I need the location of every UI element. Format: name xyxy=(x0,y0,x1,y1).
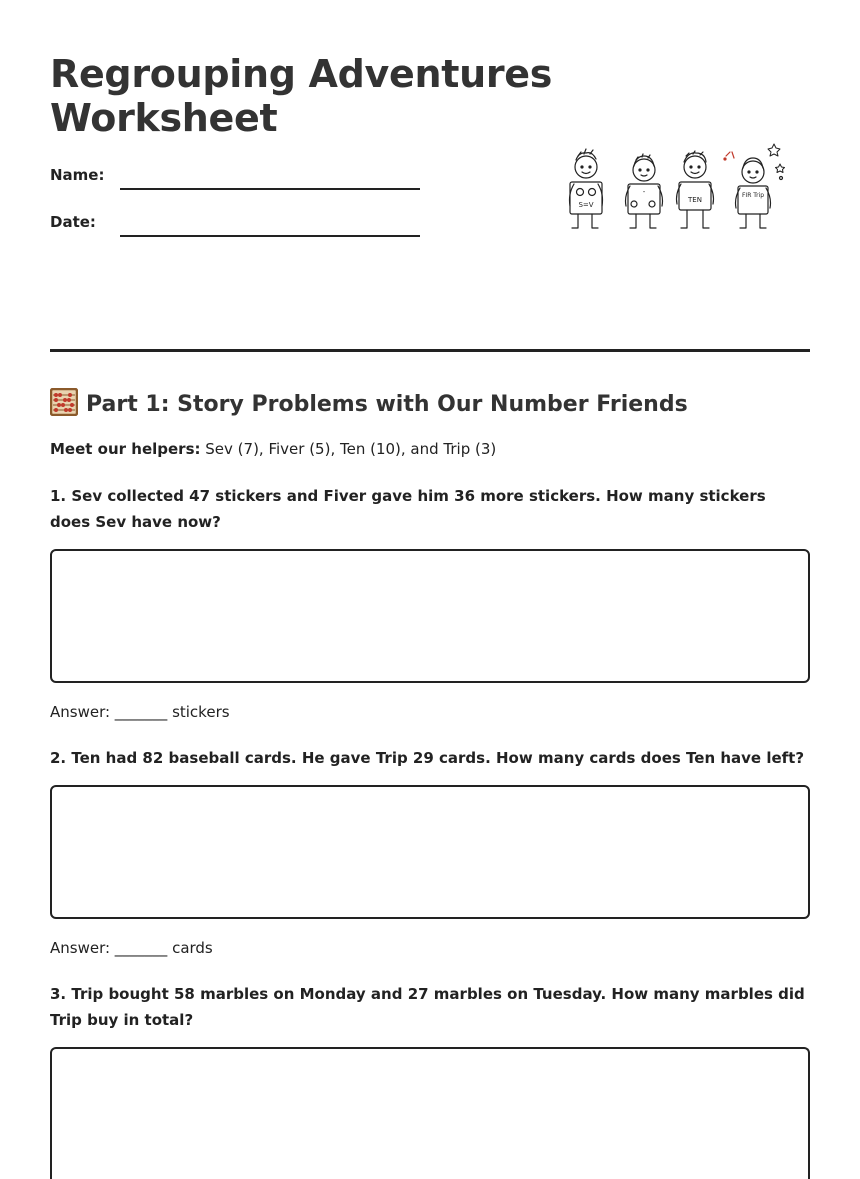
part1-title: Part 1: Story Problems with Our Number Friends xyxy=(86,392,688,417)
question-2: 2. Ten had 82 baseball cards. He gave Trip 29 cards. How many cards does Ten have left? xyxy=(50,749,805,767)
friend-trip-figure xyxy=(724,144,785,228)
work-box-2[interactable] xyxy=(50,785,810,919)
number-friends-illustration xyxy=(560,140,790,240)
friend-sev-label: S=V xyxy=(578,201,594,209)
worksheet-title: Regrouping Adventures Worksheet xyxy=(50,52,553,140)
friend-ten-figure xyxy=(677,151,714,228)
friend-trip-label: FIR Trip xyxy=(741,192,765,199)
name-line[interactable] xyxy=(120,188,420,190)
name-field[interactable] xyxy=(50,166,430,196)
header-divider xyxy=(50,349,810,352)
friend-sev-figure xyxy=(570,149,603,228)
question-3: 3. Trip bought 58 marbles on Monday and 27 marbles on Tuesday. How many marbles did Trip buy in total? xyxy=(50,985,805,1029)
date-field[interactable] xyxy=(50,213,430,243)
name-label: Name: xyxy=(50,166,105,184)
friend-ten-label: TEN xyxy=(688,196,702,204)
helpers-text: Sev (7), Fiver (5), Ten (10), and Trip (3) xyxy=(205,440,497,458)
abacus-icon xyxy=(50,388,78,416)
date-line[interactable] xyxy=(120,235,420,237)
question-1: 1. Sev collected 47 stickers and Fiver gave him 36 more stickers. How many stickers does Sev have now? xyxy=(50,487,766,531)
helpers-label: Meet our helpers: xyxy=(50,440,201,458)
answer-line-2: Answer: _______ cards xyxy=(50,939,213,957)
date-label: Date: xyxy=(50,213,96,231)
answer-line-1: Answer: _______ stickers xyxy=(50,703,230,721)
work-box-1[interactable] xyxy=(50,549,810,683)
part1-heading xyxy=(50,388,810,420)
work-box-3[interactable] xyxy=(50,1047,810,1179)
helpers-line xyxy=(50,440,496,458)
friend-fiver-label: - xyxy=(642,188,646,196)
